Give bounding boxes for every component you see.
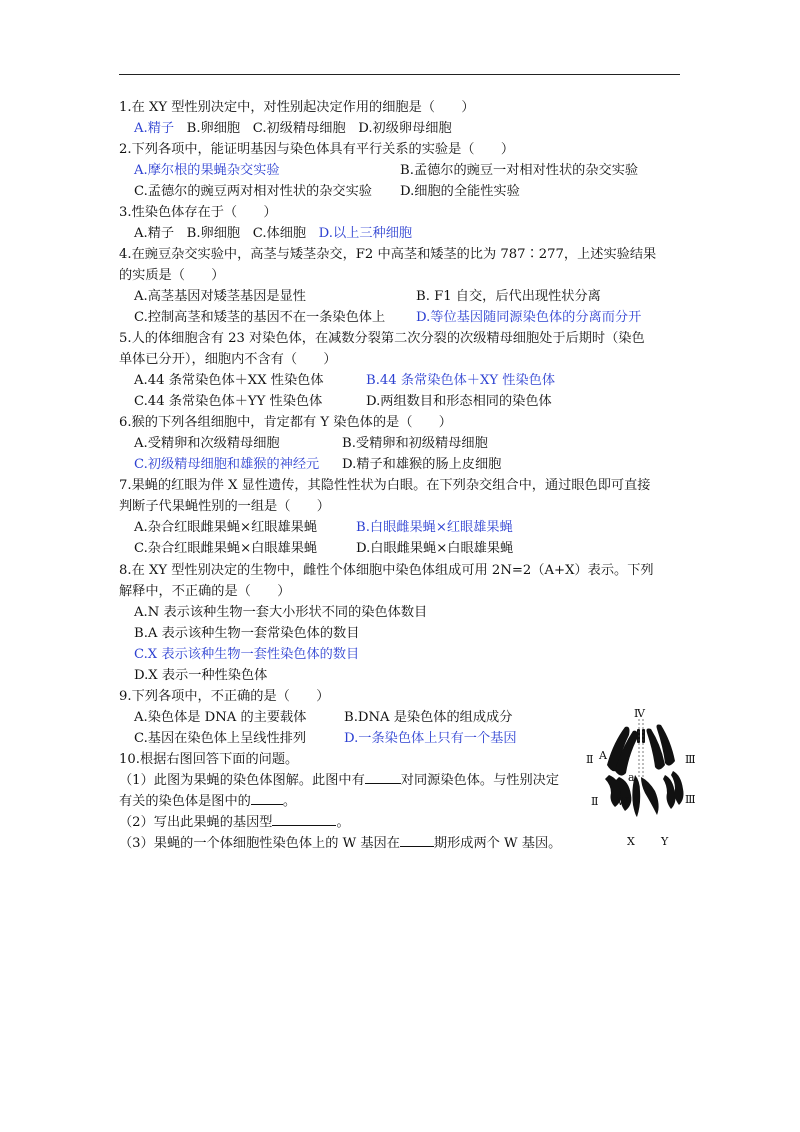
q10-part2 <box>119 812 350 833</box>
answer-blank-pairs[interactable] <box>365 770 401 784</box>
q2-stem: 2.下列各项中，能证明基因与染色体具有平行关系的实验是（ ） <box>119 142 515 157</box>
q10-stem: 10.根据右图回答下面的问题。 <box>119 752 299 767</box>
q6-option-d: D.精子和雄猴的肠上皮细胞 <box>342 457 502 472</box>
label-gene-w: W <box>617 795 629 808</box>
q5-option-b: B.44 条常染色体＋XY 性染色体 <box>366 373 556 388</box>
q9-option-b: B.DNA 是染色体的组成成分 <box>344 710 513 725</box>
label-ii-upper: Ⅱ <box>586 753 594 766</box>
q10-part3 <box>119 833 561 854</box>
q7-stem-line1: 7.果蝇的红眼为伴 X 显性遗传，其隐性性状为白眼。在下列杂交组合中，通过眼色即可直接 <box>119 478 651 493</box>
q10-part3-text-a: （3）果蝇的一个体细胞性染色体上的 W 基因在 <box>119 836 400 851</box>
q10-part1-line1 <box>119 770 559 791</box>
q2-option-b: B.孟德尔的豌豆一对相对性状的杂交实验 <box>400 163 639 178</box>
answer-blank-genotype[interactable] <box>272 812 336 826</box>
q10-part1-text-b: 对同源染色体。与性别决定 <box>400 773 560 788</box>
chromosome-iv-a <box>637 729 640 743</box>
q9-option-d: D.一条染色体上只有一个基因 <box>344 731 517 746</box>
q5-option-d: D.两组数目和形态相同的染色体 <box>366 394 552 409</box>
q4-option-b: B. F1 自交，后代出现性状分离 <box>416 289 601 304</box>
q7-option-c: C.杂合红眼雌果蝇×白眼雄果蝇 <box>134 541 318 556</box>
q8-option-c: C.X 表示该种生物一套性染色体的数目 <box>134 647 360 662</box>
q1-option-b: B.卵细胞 <box>186 121 241 136</box>
q4-option-a: A.高茎基因对矮茎基因是显性 <box>134 289 306 304</box>
label-iii-upper: Ⅲ <box>685 753 696 766</box>
q8-option-b: B.A 表示该种生物一套常染色体的数目 <box>134 626 360 641</box>
q10-part2-text-a: （2）写出此果蝇的基因型 <box>119 815 273 830</box>
q8-stem-line2: 解释中，不正确的是（ ） <box>119 584 291 599</box>
q4-stem-line2: 的实质是（ ） <box>119 268 225 283</box>
q2-option-d: D.细胞的全能性实验 <box>400 184 520 199</box>
q10-part1-text-d: 。 <box>282 794 297 809</box>
q3-option-c: C.体细胞 <box>252 226 307 241</box>
label-gene-a-upper: A <box>599 749 607 762</box>
chromosome-figure <box>585 705 695 855</box>
chromosome-iv-b <box>642 729 645 743</box>
q6-stem: 6.猴的下列各组细胞中，肯定都有 Y 染色体的是（ ） <box>119 415 452 430</box>
q2-option-c: C.孟德尔的豌豆两对相对性状的杂交实验 <box>134 184 372 199</box>
q10-part2-text-b: 。 <box>336 815 350 830</box>
q6-option-c: C.初级精母细胞和雄猴的神经元 <box>134 457 320 472</box>
label-ii-lower: Ⅱ <box>591 795 599 808</box>
chromosome-y <box>641 777 659 815</box>
label-x: X <box>627 835 635 848</box>
q8-option-d: D.X 表示一种性染色体 <box>134 668 268 683</box>
q9-option-a: A.染色体是 DNA 的主要载体 <box>134 710 307 725</box>
q2-option-a: A.摩尔根的果蝇杂交实验 <box>134 163 280 178</box>
q4-option-c: C.控制高茎和矮茎的基因不在一条染色体上 <box>134 310 386 325</box>
q6-option-a: A.受精卵和次级精母细胞 <box>134 436 280 451</box>
answer-blank-period[interactable] <box>400 833 434 847</box>
q7-option-d: D.白眼雌果蝇×白眼雄果蝇 <box>356 541 514 556</box>
q10-part3-text-b: 期形成两个 W 基因。 <box>433 836 562 851</box>
label-gene-a-lower: a <box>628 771 635 784</box>
q7-stem-line2: 判断子代果蝇性别的一组是（ ） <box>119 499 330 514</box>
chromosome-diagram <box>585 705 695 855</box>
q8-option-a: A.N 表示该种生物一套大小形状不同的染色体数目 <box>134 605 428 620</box>
q9-stem: 9.下列各项中，不正确的是（ ） <box>119 689 330 704</box>
header-rule <box>119 74 680 75</box>
q6-option-b: B.受精卵和初级精母细胞 <box>342 436 488 451</box>
answer-blank-sex-chromosomes[interactable] <box>251 791 283 805</box>
label-iii-lower: Ⅲ <box>685 793 696 806</box>
q8-stem-line1: 8.在 XY 型性别决定的生物中，雌性个体细胞中染色体组成可用 2N=2（A+X）表示。下列 <box>119 563 654 578</box>
q4-option-d: D.等位基因随同源染色体的分离而分开 <box>416 310 642 325</box>
q4-stem-line1: 4.在豌豆杂交实验中，高茎与矮茎杂交，F2 中高茎和矮茎的比为 787∶277，上述实验结果 <box>119 247 657 262</box>
q7-option-a: A.杂合红眼雌果蝇×红眼雄果蝇 <box>134 520 318 535</box>
q5-option-a: A.44 条常染色体＋XX 性染色体 <box>134 373 324 388</box>
q3-stem: 3.性染色体存在于（ ） <box>119 205 277 220</box>
q10-part1-line2 <box>119 791 296 812</box>
q3-options <box>134 223 412 244</box>
q1-stem: 1.在 XY 型性别决定中，对性别起决定作用的细胞是（ ） <box>119 100 475 115</box>
label-y: Y <box>661 835 669 848</box>
q1-option-a: A.精子 <box>134 121 175 136</box>
label-iv: Ⅳ <box>634 707 645 720</box>
q1-option-c: C.初级精母细胞 <box>252 121 346 136</box>
q5-stem-line2: 单体已分开），细胞内不含有（ ） <box>119 352 337 367</box>
q3-option-b: B.卵细胞 <box>186 226 241 241</box>
q5-option-c: C.44 条常染色体＋YY 性染色体 <box>134 394 323 409</box>
q5-stem-line1: 5.人的体细胞含有 23 对染色体，在减数分裂第二次分裂的次级精母细胞处于后期时（染色 <box>119 331 645 346</box>
q10-part1-text-c: 有关的染色体是图中的 <box>119 794 251 809</box>
q1-options <box>134 118 452 139</box>
q7-option-b: B.白眼雌果蝇×红眼雄果蝇 <box>356 520 513 535</box>
q9-option-c: C.基因在染色体上呈线性排列 <box>134 731 307 746</box>
q3-option-a: A.精子 <box>134 226 175 241</box>
q10-part1-text-a: （1）此图为果蝇的染色体图解。此图中有 <box>119 773 365 788</box>
q3-option-d: D.以上三种细胞 <box>318 226 413 241</box>
q1-option-d: D.初级卵母细胞 <box>358 121 452 136</box>
